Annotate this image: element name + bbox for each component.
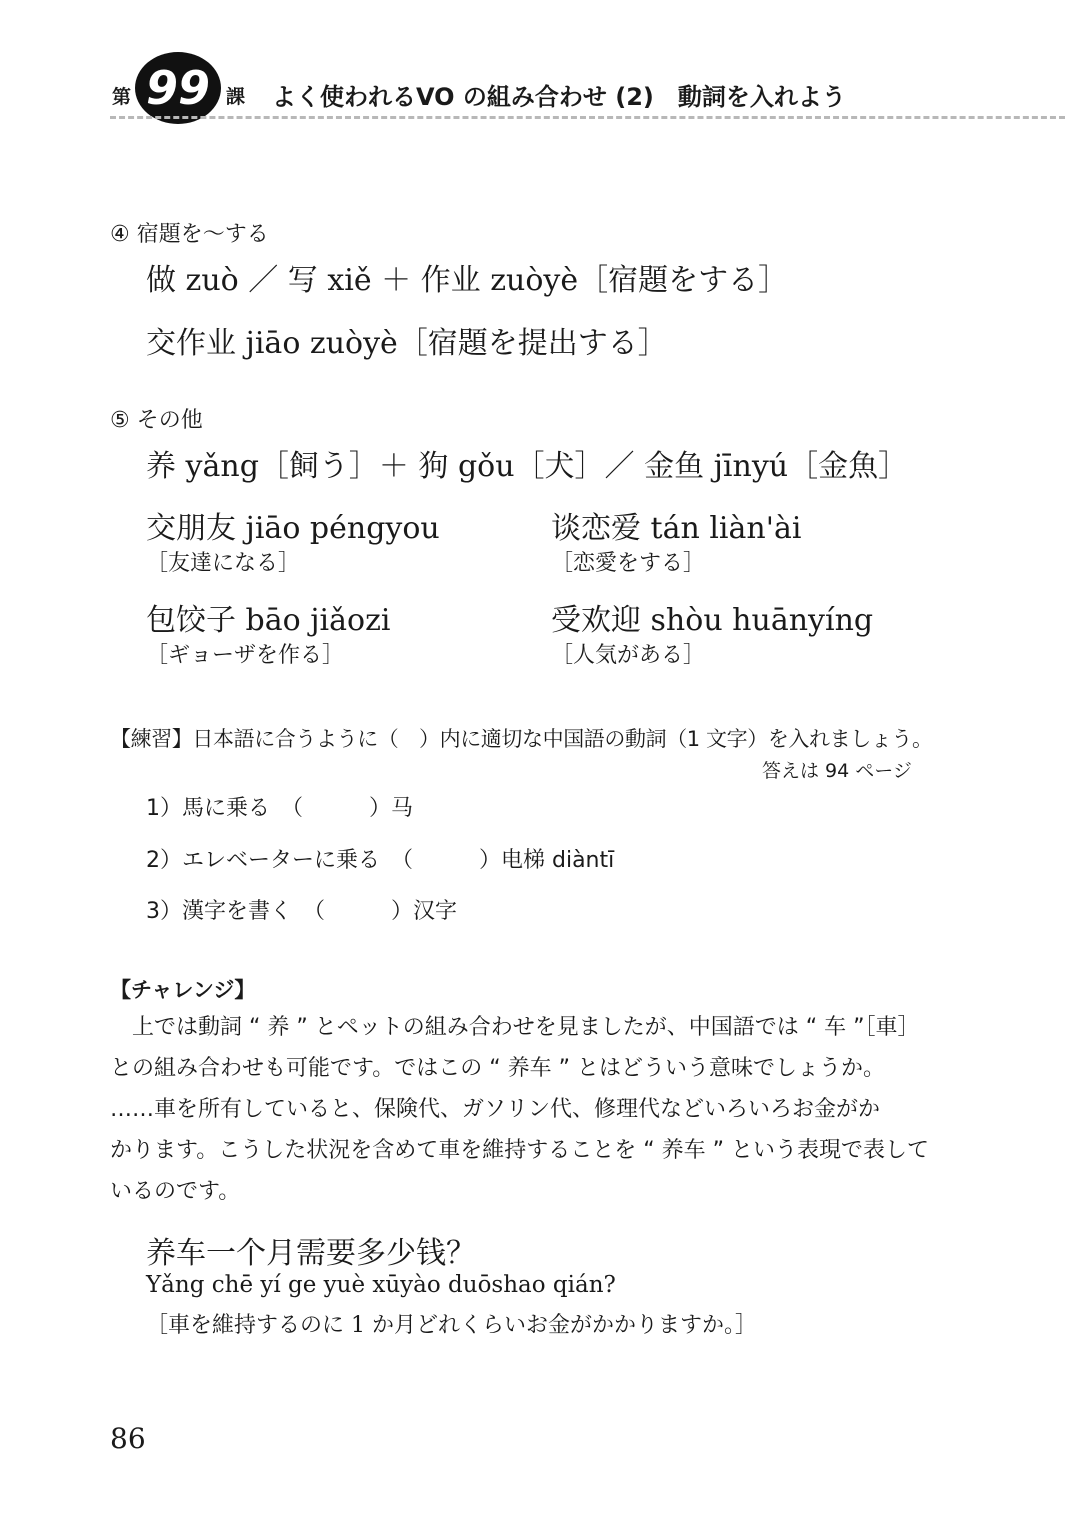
challenge-paragraph-line: との組み合わせも可能です。ではこの “ 养车 ” とはどういう意味でしょうか。 — [110, 1056, 886, 1081]
practice-item: 3）漢字を書く （ ）汉字 — [146, 899, 457, 924]
challenge-paragraph-line: いるのです。 — [110, 1179, 241, 1204]
vocab-item-translation: ［人気がある］ — [551, 643, 706, 668]
lesson-title: よく使われるVO の組み合わせ (2) 動詞を入れよう — [272, 83, 846, 111]
vocab-item-main: 受欢迎 shòu huānyíng — [551, 603, 874, 638]
challenge-paragraph-line: 上では動詞 “ 养 ” とペットの組み合わせを見ましたが、中国語では “ 车 ”［車］ — [132, 1015, 920, 1040]
challenge-paragraph-line: かります。こうした状況を含めて車を維持することを “ 养车 ” という表現で表して — [110, 1138, 930, 1163]
page-number: 86 — [110, 1422, 146, 1455]
section4-line2: 交作业 jiāo zuòyè［宿題を提出する］ — [146, 326, 668, 361]
vocab-item-main: 包饺子 bāo jiǎozi — [146, 603, 391, 638]
practice-item: 1）馬に乗る （ ）马 — [146, 796, 413, 821]
practice-item: 2）エレベーターに乗る （ ）电梯 diàntī — [146, 848, 615, 873]
vocab-item-main: 谈恋爱 tán liàn'ài — [551, 511, 802, 546]
section4-line1: 做 zuò ／ 写 xiě ＋ 作业 zuòyè［宿題をする］ — [146, 263, 789, 298]
vocab-item-translation: ［友達になる］ — [146, 551, 301, 576]
section5-line1: 养 yǎng［飼う］＋ 狗 gǒu［犬］／ 金鱼 jīnyú［金魚］ — [146, 449, 909, 484]
section4-heading: ④ 宿題を～する — [110, 222, 269, 247]
answer-reference: 答えは 94 ページ — [762, 760, 912, 782]
practice-instruction: 【練習】日本語に合うように（ ）内に適切な中国語の動詞（1 文字）を入れましょう。 — [110, 727, 933, 751]
lesson-prefix: 第 — [112, 86, 132, 108]
vocab-item-translation: ［ギョーザを作る］ — [146, 643, 345, 668]
example-translation: ［車を維持するのに 1 か月どれくらいお金がかかりますか。］ — [146, 1313, 757, 1338]
lesson-number-badge: 99 — [135, 52, 221, 124]
example-chinese: 养车一个月需要多少钱？ — [146, 1236, 476, 1271]
challenge-paragraph-line: ……車を所有していると、保険代、ガソリン代、修理代などいろいろお金がか — [110, 1097, 881, 1122]
example-pinyin: Yǎng chē yí ge yuè xūyào duōshao qián? — [146, 1272, 616, 1298]
vocab-item-main: 交朋友 jiāo péngyou — [146, 511, 440, 546]
vocab-item-translation: ［恋愛をする］ — [551, 551, 706, 576]
section5-heading: ⑤ その他 — [110, 408, 203, 433]
header-dashed-rule — [110, 116, 1065, 119]
challenge-heading: 【チャレンジ】 — [110, 978, 256, 1002]
lesson-suffix: 課 — [226, 86, 246, 108]
